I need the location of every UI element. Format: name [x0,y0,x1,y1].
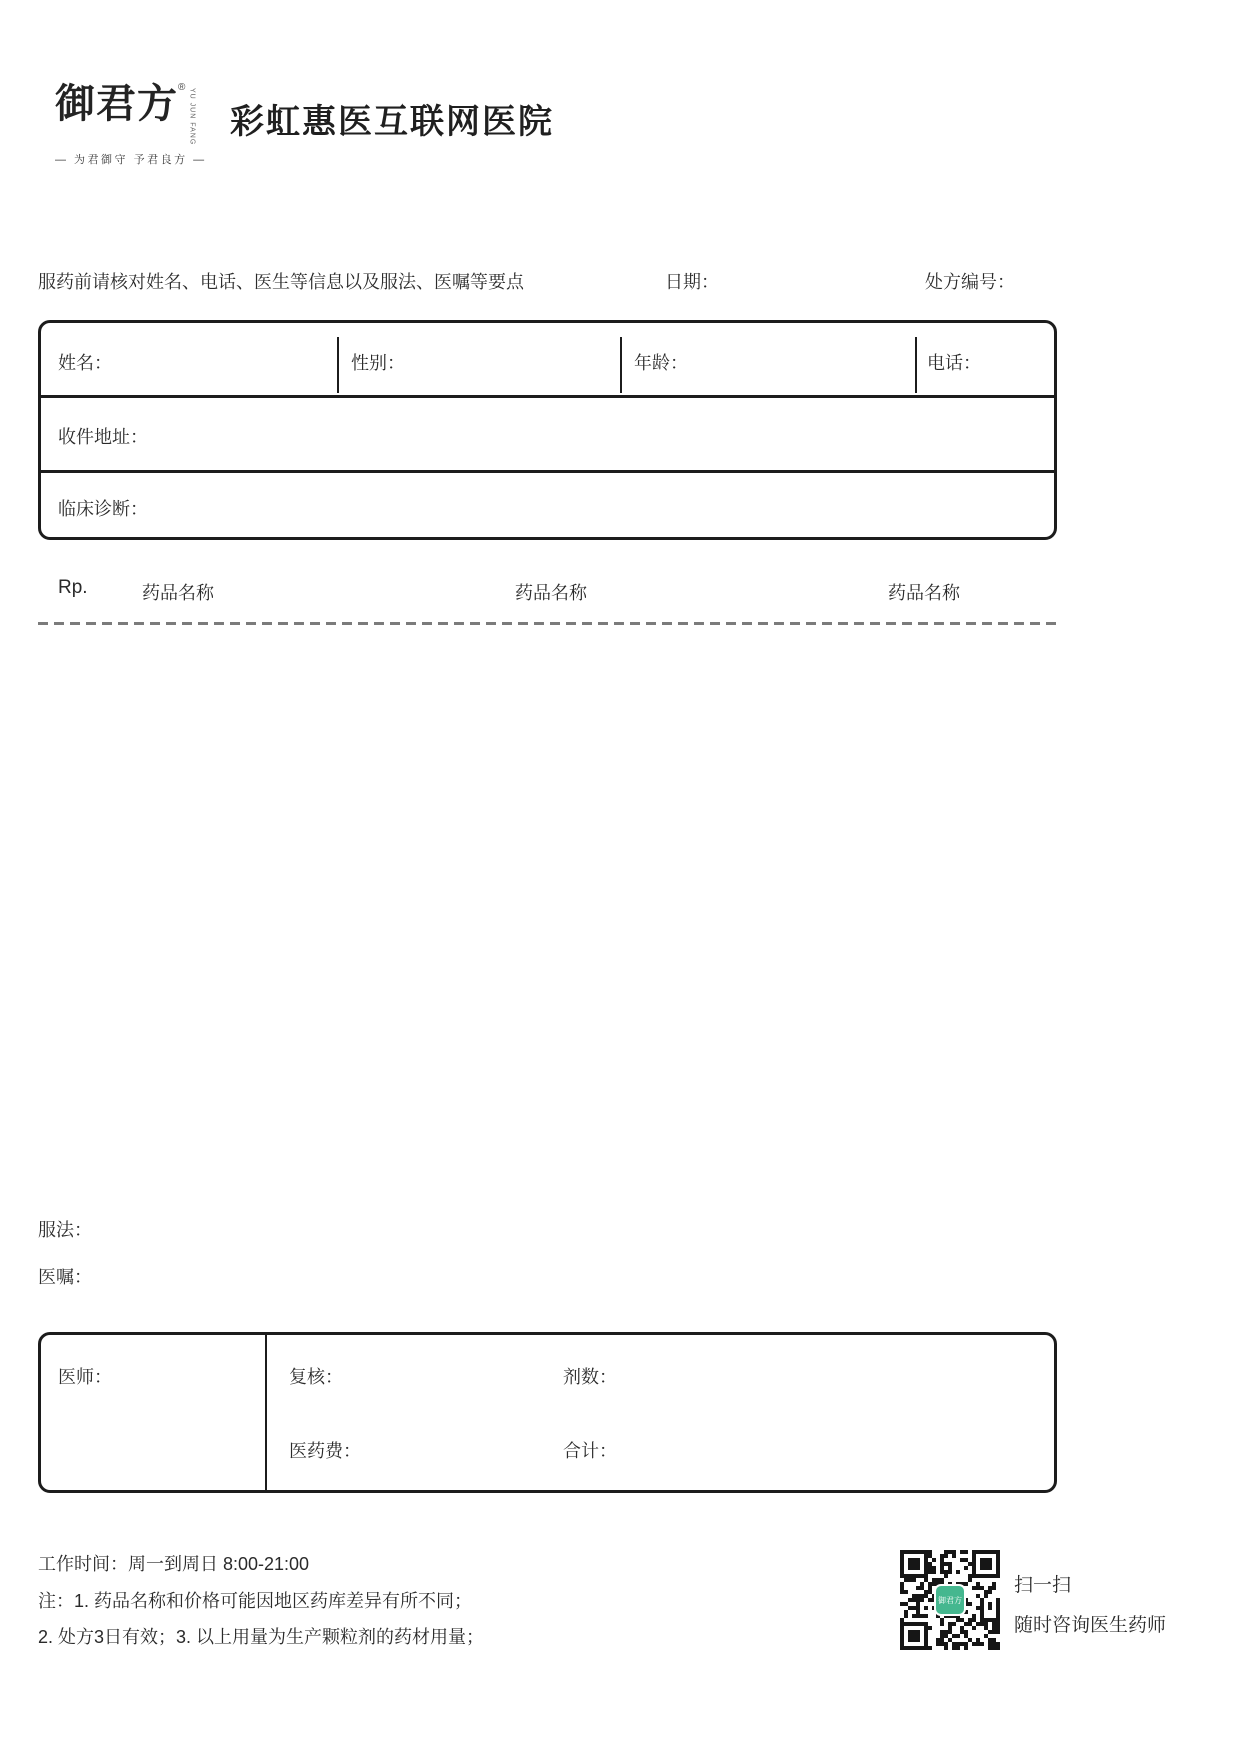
medicine-fee-label: 医药费： [289,1441,361,1461]
footer-note-2: 2. 处方3日有效；3. 以上用量为生产颗粒剂的药材用量； [38,1627,485,1647]
qr-center-logo [934,1584,966,1616]
hospital-name: 彩虹惠医互联网医院 [230,103,554,141]
clinical-diagnosis-label: 临床诊断： [58,499,148,519]
physician-label: 医师： [58,1367,112,1387]
dose-count-label: 剂数： [563,1367,617,1387]
signature-box [38,1332,1057,1493]
divider [41,470,1054,473]
patient-name-label: 姓名： [58,353,112,373]
patient-gender-label: 性别： [351,353,405,373]
footer-note-1: 注：1. 药品名称和价格可能因地区药库差异有所不同； [38,1591,473,1611]
total-label: 合计： [563,1441,617,1461]
dashed-separator [38,622,1057,625]
divider [337,337,339,393]
shipping-address-label: 收件地址： [58,427,148,447]
review-label: 复核： [289,1367,343,1387]
rx-number-label: 处方编号： [925,272,1015,292]
drug-name-column-header: 药品名称 [142,583,214,603]
drug-name-column-header: 药品名称 [515,583,587,603]
verification-notice: 服药前请核对姓名、电话、医生等信息以及服法、医嘱等要点 [38,272,524,292]
patient-info-box [38,320,1057,540]
divider [41,395,1054,398]
registered-trademark-icon: ® [178,82,186,93]
patient-age-label: 年龄： [634,353,688,373]
scan-label: 扫一扫 [1014,1575,1072,1596]
scan-subtitle: 随时咨询医生药师 [1014,1615,1167,1636]
qr-center-logo-text: 御君方 [938,1595,962,1605]
brand-tagline: — 为君御守 予君良方 — [55,154,207,167]
patient-phone-label: 电话： [927,353,981,373]
brand-logo-vertical-text: YU JUN FANG [188,88,196,146]
working-hours: 工作时间：周一到周日 8:00-21:00 [38,1554,310,1574]
rp-label: Rp. [58,577,88,598]
divider [265,1335,267,1490]
qr-code [900,1550,1000,1650]
drug-name-column-header: 药品名称 [888,583,960,603]
usage-label: 服法： [38,1220,92,1240]
divider [620,337,622,393]
brand-logo-text: 御君方 [55,80,178,127]
divider [915,337,917,393]
advice-label: 医嘱： [38,1267,92,1287]
brand-logo [55,82,207,167]
date-label: 日期： [665,272,719,292]
